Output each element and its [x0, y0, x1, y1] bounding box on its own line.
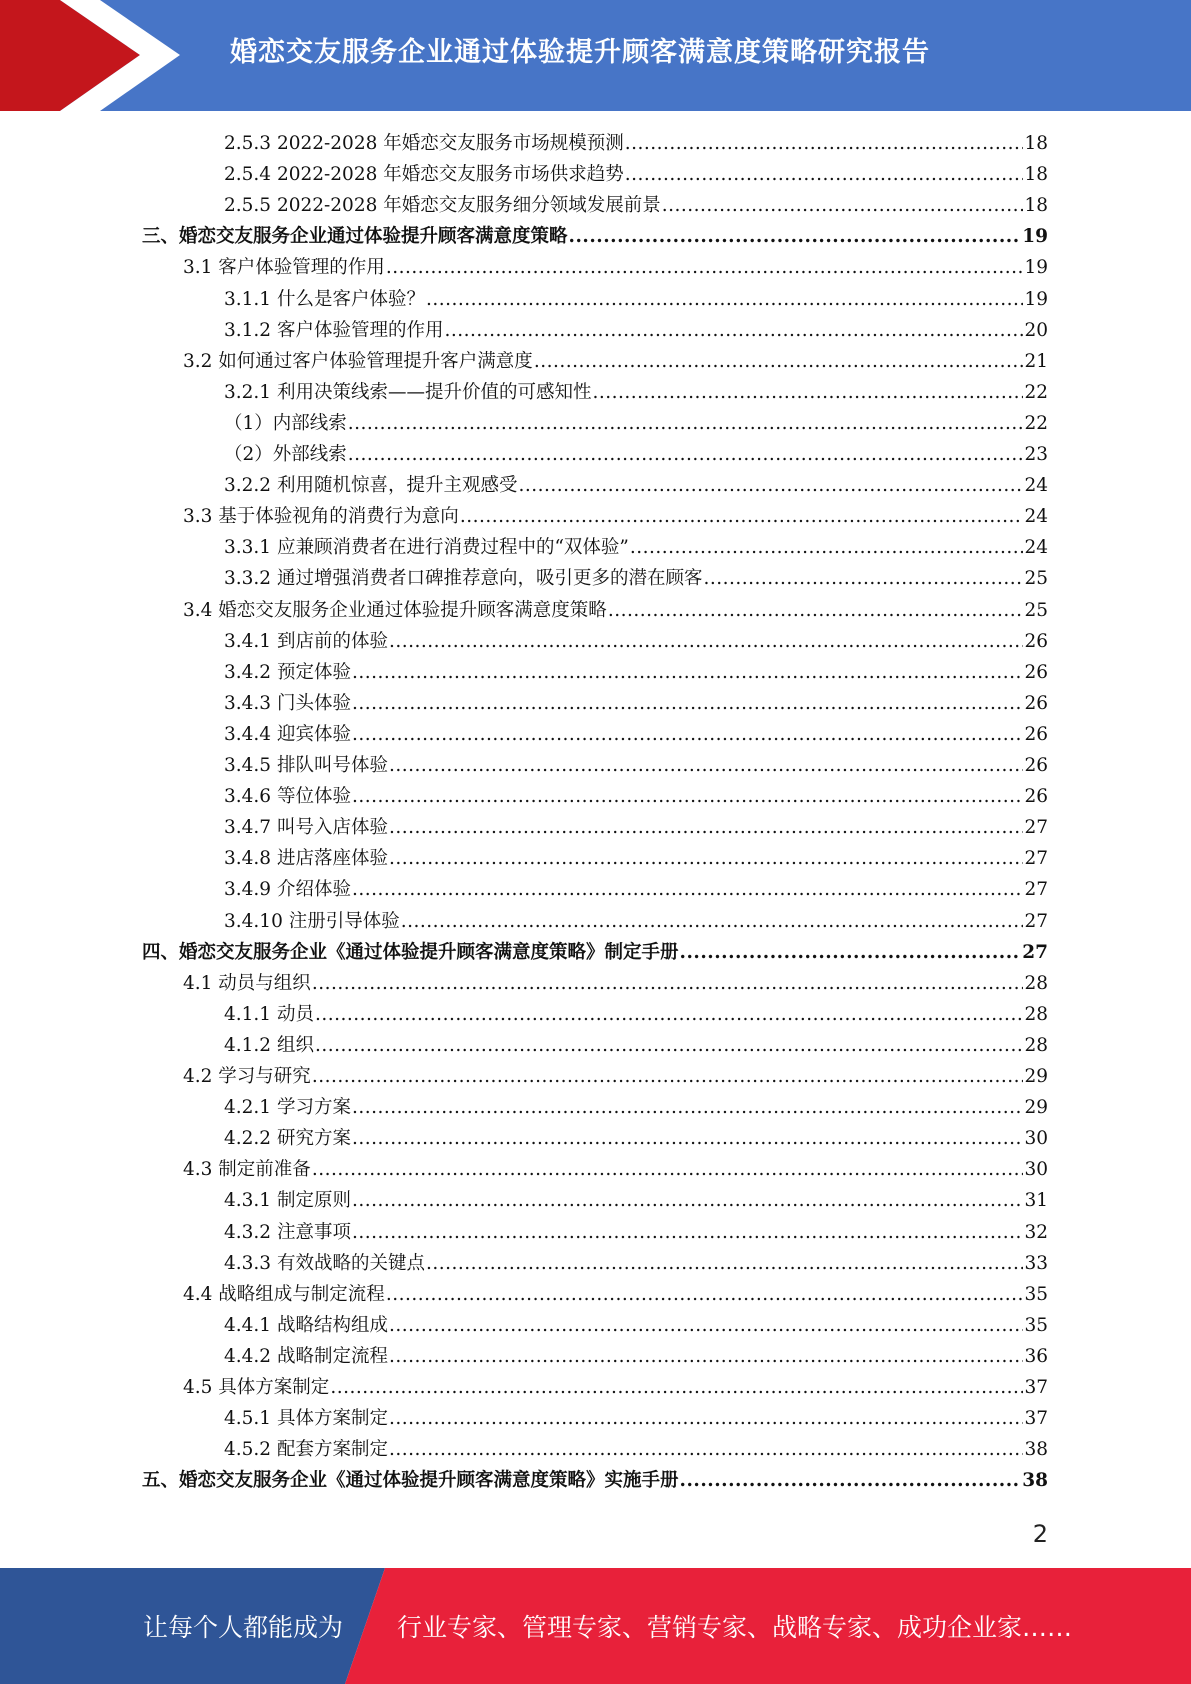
- toc-entry-title: 4.4.2 战略制定流程: [224, 1345, 388, 1367]
- toc-dot-leader: [608, 595, 1024, 626]
- toc-entry-title: 3.4.2 预定体验: [224, 661, 351, 683]
- toc-entry-title: 四、婚恋交友服务企业《通过体验提升顾客满意度策略》制定手册: [142, 941, 679, 963]
- toc-dot-leader: [389, 626, 1023, 657]
- toc-entry-page: 20: [1024, 319, 1048, 341]
- toc-entry-page: 28: [1024, 1034, 1048, 1056]
- toc-entry-title: 3.4.4 迎宾体验: [224, 723, 351, 745]
- toc-entry-page: 26: [1024, 661, 1048, 683]
- toc-entry[interactable]: [224, 1030, 1048, 1061]
- toc-entry-page: 22: [1024, 412, 1048, 434]
- toc-entry[interactable]: [142, 221, 1048, 252]
- toc-entry-title: 3.4.9 介绍体验: [224, 879, 351, 901]
- toc-entry[interactable]: [224, 1217, 1048, 1248]
- toc-dot-leader: [534, 346, 1024, 377]
- toc-entry-page: 24: [1024, 475, 1048, 497]
- toc-entry-title: 3.2.1 利用决策线索——提升价值的可感知性: [224, 381, 592, 403]
- toc-dot-leader: [348, 439, 1024, 470]
- toc-entry-page: 29: [1024, 1097, 1048, 1119]
- toc-entry-title: 4.3.1 制定原则: [224, 1190, 351, 1212]
- toc-entry[interactable]: [224, 190, 1048, 221]
- toc-dot-leader: [386, 1279, 1024, 1310]
- toc-entry[interactable]: [224, 719, 1048, 750]
- toc-entry-title: 4.4.1 战略结构组成: [224, 1314, 388, 1336]
- toc-entry-title: 3.4.3 门头体验: [224, 692, 351, 714]
- toc-entry-page: 27: [1024, 910, 1048, 932]
- toc-entry-page: 25: [1024, 599, 1048, 621]
- toc-dot-leader: [352, 1123, 1024, 1154]
- toc-entry-title: 3.1.2 客户体验管理的作用: [224, 319, 444, 341]
- toc-entry[interactable]: [224, 1341, 1048, 1372]
- toc-entry-title: 3.4.6 等位体验: [224, 786, 351, 808]
- toc-entry-title: 3.2.2 利用随机惊喜，提升主观感受: [224, 475, 518, 497]
- toc-entry[interactable]: [224, 128, 1048, 159]
- toc-entry[interactable]: [224, 1434, 1048, 1465]
- toc-entry-title: 3.1 客户体验管理的作用: [183, 257, 385, 279]
- toc-dot-leader: [352, 781, 1024, 812]
- toc-dot-leader: [592, 377, 1023, 408]
- toc-dot-leader: [352, 657, 1024, 688]
- toc-entry[interactable]: [224, 999, 1048, 1030]
- toc-entry[interactable]: [183, 1279, 1048, 1310]
- toc-entry-page: 19: [1024, 257, 1048, 279]
- toc-entry-page: 18: [1024, 195, 1048, 217]
- toc-entry[interactable]: [183, 1372, 1048, 1403]
- toc-dot-leader: [680, 937, 1022, 968]
- toc-dot-leader: [312, 1061, 1024, 1092]
- toc-entry-page: 33: [1024, 1252, 1048, 1274]
- toc-entry[interactable]: [224, 626, 1048, 657]
- toc-entry-page: 31: [1024, 1190, 1048, 1212]
- toc-entry-title: 五、婚恋交友服务企业《通过体验提升顾客满意度策略》实施手册: [142, 1470, 679, 1492]
- toc-entry[interactable]: [183, 595, 1048, 626]
- toc-entry-title: 3.4 婚恋交友服务企业通过体验提升顾客满意度策略: [183, 599, 607, 621]
- toc-entry-title: 3.3.2 通过增强消费者口碑推荐意向，吸引更多的潜在顾客: [224, 568, 703, 590]
- toc-dot-leader: [352, 874, 1024, 905]
- toc-dot-leader: [460, 501, 1024, 532]
- toc-dot-leader: [401, 906, 1024, 937]
- toc-dot-leader: [426, 1248, 1023, 1279]
- page-footer: [0, 1568, 1191, 1684]
- toc-entry[interactable]: [224, 688, 1048, 719]
- toc-entry-page: 19: [1024, 288, 1048, 310]
- toc-entry-page: 26: [1024, 786, 1048, 808]
- toc-entry[interactable]: [183, 1061, 1048, 1092]
- toc-entry-title: 3.4.8 进店落座体验: [224, 848, 388, 870]
- toc-entry-page: 27: [1024, 848, 1048, 870]
- toc-entry-title: 4.2.2 研究方案: [224, 1128, 351, 1150]
- toc-dot-leader: [389, 1310, 1023, 1341]
- toc-entry[interactable]: [183, 501, 1048, 532]
- toc-entry-title: （1）内部线索: [224, 412, 347, 434]
- toc-entry-title: 3.3.1 应兼顾消费者在进行消费过程中的“双体验”: [224, 537, 629, 559]
- toc-dot-leader: [662, 190, 1024, 221]
- toc-entry-title: 4.5.1 具体方案制定: [224, 1408, 388, 1430]
- toc-entry[interactable]: [224, 1310, 1048, 1341]
- toc-entry[interactable]: [224, 906, 1048, 937]
- toc-entry-page: 35: [1024, 1314, 1048, 1336]
- toc-entry-title: 三、婚恋交友服务企业通过体验提升顾客满意度策略: [142, 226, 568, 248]
- toc-dot-leader: [389, 843, 1023, 874]
- toc-entry-page: 30: [1024, 1128, 1048, 1150]
- toc-entry-title: 3.4.5 排队叫号体验: [224, 755, 388, 776]
- toc-entry-page: 25: [1024, 568, 1048, 590]
- toc-dot-leader: [630, 532, 1024, 563]
- toc-entry-title: 3.3 基于体验视角的消费行为意向: [183, 506, 459, 528]
- toc-entry-page: 27: [1024, 879, 1048, 901]
- toc-entry-page: 23: [1024, 444, 1048, 465]
- toc-entry-title: 4.2.1 学习方案: [224, 1097, 351, 1119]
- toc-dot-leader: [315, 1030, 1024, 1061]
- toc-dot-leader: [389, 750, 1023, 781]
- toc-entry[interactable]: [224, 1248, 1048, 1279]
- toc-entry[interactable]: [224, 781, 1048, 812]
- toc-entry[interactable]: [224, 532, 1048, 563]
- toc-dot-leader: [352, 1092, 1024, 1123]
- toc-entry-page: 26: [1024, 723, 1048, 745]
- toc-entry-title: 4.1.1 动员: [224, 1003, 314, 1025]
- toc-entry-page: 21: [1024, 350, 1048, 372]
- toc-entry-title: 4.4 战略组成与制定流程: [183, 1283, 385, 1305]
- toc-entry-page: 26: [1024, 630, 1048, 652]
- toc-entry-title: 2.5.4 2022-2028 年婚恋交友服务市场供求趋势: [224, 164, 624, 186]
- toc-entry-title: 4.1 动员与组织: [183, 972, 311, 994]
- toc-dot-leader: [312, 968, 1024, 999]
- toc-dot-leader: [348, 408, 1024, 439]
- toc-entry[interactable]: [224, 159, 1048, 190]
- toc-entry[interactable]: [183, 346, 1048, 377]
- toc-dot-leader: [389, 812, 1023, 843]
- toc-entry[interactable]: [183, 1154, 1048, 1185]
- toc-entry-title: 4.1.2 组织: [224, 1034, 314, 1056]
- toc-dot-leader: [569, 221, 1022, 252]
- toc-entry-title: 4.3.3 有效战略的关键点: [224, 1252, 425, 1274]
- page-number: 2: [1032, 1520, 1048, 1548]
- toc-dot-leader: [703, 563, 1023, 594]
- toc-entry-page: 29: [1024, 1066, 1048, 1087]
- toc-dot-leader: [389, 1403, 1023, 1434]
- toc-entry-page: 18: [1024, 164, 1048, 186]
- toc-entry-page: 28: [1024, 1003, 1048, 1025]
- toc-entry[interactable]: [224, 1185, 1048, 1216]
- toc-entry[interactable]: [224, 1092, 1048, 1123]
- toc-dot-leader: [625, 128, 1024, 159]
- toc-dot-leader: [680, 1465, 1022, 1496]
- toc-entry-page: 38: [1022, 1470, 1048, 1492]
- toc-dot-leader: [330, 1372, 1023, 1403]
- toc-entry[interactable]: [142, 1465, 1048, 1496]
- toc-entry-page: 28: [1024, 972, 1048, 994]
- footer-slogan-left: 让每个人都能成为: [143, 1613, 344, 1642]
- toc-entry[interactable]: [224, 843, 1048, 874]
- toc-dot-leader: [352, 719, 1024, 750]
- toc-dot-leader: [518, 470, 1023, 501]
- toc-dot-leader: [386, 252, 1024, 283]
- toc-dot-leader: [352, 688, 1024, 719]
- toc-dot-leader: [315, 999, 1024, 1030]
- toc-entry[interactable]: [224, 874, 1048, 905]
- toc-dot-leader: [352, 1185, 1024, 1216]
- toc-entry-page: 32: [1024, 1221, 1048, 1243]
- toc-entry[interactable]: [142, 937, 1048, 968]
- toc-entry-page: 26: [1024, 692, 1048, 714]
- toc-entry-page: 27: [1024, 817, 1048, 839]
- toc-entry-page: 24: [1024, 537, 1048, 559]
- toc-dot-leader: [312, 1154, 1024, 1185]
- toc-entry[interactable]: [224, 1123, 1048, 1154]
- toc-entry[interactable]: [224, 657, 1048, 688]
- toc-dot-leader: [625, 159, 1024, 190]
- toc-entry[interactable]: [224, 439, 1048, 470]
- toc-entry-page: 37: [1024, 1408, 1048, 1430]
- toc-entry-page: 38: [1024, 1439, 1048, 1461]
- toc-entry-page: 37: [1024, 1377, 1048, 1398]
- toc-dot-leader: [426, 284, 1023, 315]
- toc-entry-title: 4.3.2 注意事项: [224, 1221, 351, 1243]
- toc-entry[interactable]: [224, 377, 1048, 408]
- toc-entry-page: 22: [1024, 381, 1048, 403]
- toc-entry-title: 3.4.10 注册引导体验: [224, 910, 400, 932]
- toc-entry-title: 4.5 具体方案制定: [183, 1377, 330, 1398]
- toc-entry[interactable]: [224, 408, 1048, 439]
- toc-entry[interactable]: [224, 315, 1048, 346]
- page-header: [0, 0, 1191, 111]
- toc-entry-page: 27: [1022, 941, 1048, 963]
- toc-dot-leader: [389, 1434, 1023, 1465]
- toc-entry-page: 19: [1022, 226, 1048, 248]
- toc-entry-page: 30: [1024, 1159, 1048, 1181]
- toc-entry-title: （2）外部线索: [224, 444, 347, 465]
- toc-entry-page: 18: [1024, 133, 1048, 154]
- toc-entry-title: 4.2 学习与研究: [183, 1066, 311, 1087]
- toc-entry-title: 3.4.1 到店前的体验: [224, 630, 388, 652]
- toc-entry[interactable]: [224, 284, 1048, 315]
- toc-entry[interactable]: [224, 1403, 1048, 1434]
- toc-entry-title: 4.5.2 配套方案制定: [224, 1439, 388, 1461]
- toc-entry[interactable]: [224, 563, 1048, 594]
- toc-dot-leader: [389, 1341, 1023, 1372]
- toc-dot-leader: [352, 1217, 1024, 1248]
- toc-entry-title: 3.1.1 什么是客户体验？: [224, 288, 425, 310]
- toc-entry-title: 2.5.3 2022-2028 年婚恋交友服务市场规模预测: [224, 133, 624, 154]
- toc-entry[interactable]: [224, 812, 1048, 843]
- toc-entry-title: 2.5.5 2022-2028 年婚恋交友服务细分领域发展前景: [224, 195, 661, 217]
- toc-entry[interactable]: [183, 968, 1048, 999]
- report-title: 婚恋交友服务企业通过体验提升顾客满意度策略研究报告: [230, 37, 930, 68]
- toc-entry[interactable]: [224, 470, 1048, 501]
- toc-entry[interactable]: [183, 252, 1048, 283]
- toc-entry-title: 3.2 如何通过客户体验管理提升客户满意度: [183, 350, 533, 372]
- toc-entry[interactable]: [224, 750, 1048, 781]
- toc-entry-page: 35: [1024, 1283, 1048, 1305]
- toc-entry-page: 26: [1024, 755, 1048, 776]
- toc-entry-page: 24: [1024, 506, 1048, 528]
- toc-dot-leader: [444, 315, 1023, 346]
- toc-entry-page: 36: [1024, 1345, 1048, 1367]
- toc-entry-title: 3.4.7 叫号入店体验: [224, 817, 388, 839]
- toc-entry-title: 4.3 制定前准备: [183, 1159, 311, 1181]
- footer-slogan-right: 行业专家、管理专家、营销专家、战略专家、成功企业家……: [397, 1613, 1073, 1642]
